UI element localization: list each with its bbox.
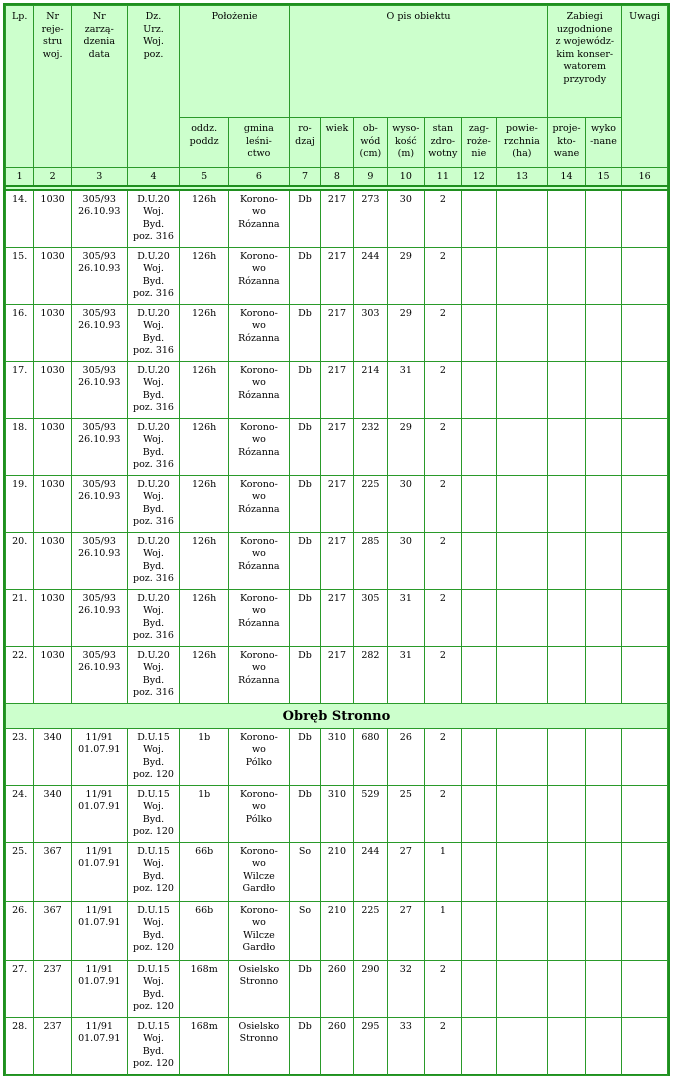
cell-wiek: 217 <box>321 475 353 532</box>
cell-nr-rejestru: 1030 <box>34 190 72 248</box>
column-number: 16 <box>622 168 668 186</box>
table-row <box>6 842 668 901</box>
cell-stan: 2 <box>424 304 462 361</box>
cell-nr-rejestru: 1030 <box>34 361 72 418</box>
cell-wykonane <box>585 960 621 1017</box>
header-uwagi: Uwagi <box>622 6 668 168</box>
cell-powierzchnia <box>496 190 548 248</box>
cell-rodzaj: Db <box>289 361 320 418</box>
cell-dz-urz: D.U.15 Woj. Byd. poz. 120 <box>127 1017 180 1075</box>
table-body-b <box>6 728 668 1075</box>
cell-stan: 2 <box>424 190 462 248</box>
cell-wysokosc: 30 <box>388 475 424 532</box>
cell-wiek: 217 <box>321 361 353 418</box>
cell-nr-rejestru: 1030 <box>34 532 72 589</box>
cell-projektowane <box>548 247 586 304</box>
cell-obwod: 529 <box>353 785 387 842</box>
table-row <box>6 418 668 475</box>
cell-wysokosc: 33 <box>388 1017 424 1075</box>
cell-rodzaj: Db <box>289 1017 320 1075</box>
cell-uwagi <box>622 190 668 248</box>
cell-nr-rejestru: 237 <box>34 1017 72 1075</box>
column-number: 1 <box>6 168 34 186</box>
cell-obwod: 273 <box>353 190 387 248</box>
cell-oddz: 126h <box>180 589 229 646</box>
column-number: 10 <box>388 168 424 186</box>
cell-nr-zarzadzenia: 305/93 26.10.93 <box>71 304 127 361</box>
cell-oddz: 1b <box>180 728 229 785</box>
cell-projektowane <box>548 728 586 785</box>
cell-stan: 2 <box>424 361 462 418</box>
cell-projektowane <box>548 418 586 475</box>
cell-nr-rejestru: 340 <box>34 728 72 785</box>
cell-rodzaj: Db <box>289 304 320 361</box>
cell-wysokosc: 31 <box>388 361 424 418</box>
cell-powierzchnia <box>496 304 548 361</box>
column-number: 14 <box>548 168 586 186</box>
cell-wysokosc: 29 <box>388 418 424 475</box>
cell-wiek: 217 <box>321 304 353 361</box>
cell-uwagi <box>622 1017 668 1075</box>
header-gmina: gmina leśni- ctwo <box>228 118 289 168</box>
cell-oddz: 126h <box>180 646 229 703</box>
cell-uwagi <box>622 304 668 361</box>
cell-wysokosc: 29 <box>388 247 424 304</box>
cell-wiek: 310 <box>321 785 353 842</box>
cell-stan: 2 <box>424 728 462 785</box>
cell-lp: 21. <box>6 589 34 646</box>
cell-uwagi <box>622 247 668 304</box>
column-number: 7 <box>289 168 320 186</box>
cell-lp: 26. <box>6 901 34 960</box>
table-row <box>6 646 668 703</box>
cell-nr-zarzadzenia: 11/91 01.07.91 <box>71 1017 127 1075</box>
header-nr-zarzadzenia: Nr zarzą- dzenia data <box>71 6 127 168</box>
cell-powierzchnia <box>496 901 548 960</box>
cell-stan: 2 <box>424 1017 462 1075</box>
header-wiek: wiek <box>321 118 353 168</box>
cell-dz-urz: D.U.15 Woj. Byd. poz. 120 <box>127 728 180 785</box>
cell-rodzaj: So <box>289 901 320 960</box>
section-row-group <box>6 703 668 728</box>
table-row <box>6 728 668 785</box>
cell-powierzchnia <box>496 532 548 589</box>
cell-gmina: Korono- wo Rózanna <box>228 304 289 361</box>
table-row <box>6 1017 668 1075</box>
table-row <box>6 589 668 646</box>
cell-nr-rejestru: 1030 <box>34 418 72 475</box>
cell-obwod: 225 <box>353 475 387 532</box>
cell-zagrozenie <box>462 247 496 304</box>
cell-projektowane <box>548 646 586 703</box>
cell-wykonane <box>585 532 621 589</box>
header-rodzaj: ro- dzaj <box>289 118 320 168</box>
column-number: 13 <box>496 168 548 186</box>
cell-nr-zarzadzenia: 305/93 26.10.93 <box>71 247 127 304</box>
cell-uwagi <box>622 532 668 589</box>
cell-nr-zarzadzenia: 11/91 01.07.91 <box>71 901 127 960</box>
cell-wysokosc: 27 <box>388 901 424 960</box>
cell-lp: 19. <box>6 475 34 532</box>
cell-wykonane <box>585 1017 621 1075</box>
cell-dz-urz: D.U.20 Woj. Byd. poz. 316 <box>127 589 180 646</box>
cell-wykonane <box>585 418 621 475</box>
cell-stan: 1 <box>424 901 462 960</box>
cell-nr-zarzadzenia: 305/93 26.10.93 <box>71 418 127 475</box>
column-number: 15 <box>585 168 621 186</box>
cell-projektowane <box>548 304 586 361</box>
cell-obwod: 214 <box>353 361 387 418</box>
cell-obwod: 305 <box>353 589 387 646</box>
cell-stan: 2 <box>424 247 462 304</box>
cell-gmina: Korono- wo Rózanna <box>228 418 289 475</box>
cell-wiek: 217 <box>321 418 353 475</box>
cell-projektowane <box>548 361 586 418</box>
table-body-a <box>6 190 668 704</box>
cell-zagrozenie <box>462 361 496 418</box>
cell-powierzchnia <box>496 589 548 646</box>
cell-obwod: 225 <box>353 901 387 960</box>
cell-oddz: 126h <box>180 247 229 304</box>
table-row <box>6 960 668 1017</box>
cell-rodzaj: Db <box>289 589 320 646</box>
cell-zagrozenie <box>462 960 496 1017</box>
cell-rodzaj: So <box>289 842 320 901</box>
cell-wiek: 217 <box>321 532 353 589</box>
cell-obwod: 232 <box>353 418 387 475</box>
cell-wysokosc: 29 <box>388 304 424 361</box>
cell-uwagi <box>622 901 668 960</box>
cell-projektowane <box>548 475 586 532</box>
header-wysokosc: wyso- kość (m) <box>388 118 424 168</box>
cell-lp: 14. <box>6 190 34 248</box>
cell-oddz: 126h <box>180 475 229 532</box>
cell-uwagi <box>622 475 668 532</box>
cell-projektowane <box>548 532 586 589</box>
cell-dz-urz: D.U.20 Woj. Byd. poz. 316 <box>127 361 180 418</box>
column-number: 5 <box>180 168 229 186</box>
cell-uwagi <box>622 361 668 418</box>
cell-wiek: 210 <box>321 901 353 960</box>
cell-dz-urz: D.U.15 Woj. Byd. poz. 120 <box>127 842 180 901</box>
cell-wiek: 260 <box>321 960 353 1017</box>
cell-powierzchnia <box>496 960 548 1017</box>
cell-obwod: 285 <box>353 532 387 589</box>
cell-nr-rejestru: 1030 <box>34 646 72 703</box>
section-title: Obręb Stronno <box>6 703 668 728</box>
column-number: 3 <box>71 168 127 186</box>
cell-wiek: 217 <box>321 247 353 304</box>
cell-rodzaj: Db <box>289 190 320 248</box>
cell-zagrozenie <box>462 589 496 646</box>
header-dz-urz: Dz. Urz. Woj. poz. <box>127 6 180 168</box>
cell-lp: 23. <box>6 728 34 785</box>
column-number: 2 <box>34 168 72 186</box>
cell-zagrozenie <box>462 1017 496 1075</box>
cell-nr-zarzadzenia: 11/91 01.07.91 <box>71 960 127 1017</box>
cell-wiek: 210 <box>321 842 353 901</box>
cell-oddz: 168m <box>180 960 229 1017</box>
cell-stan: 2 <box>424 532 462 589</box>
cell-powierzchnia <box>496 728 548 785</box>
cell-obwod: 303 <box>353 304 387 361</box>
cell-dz-urz: D.U.15 Woj. Byd. poz. 120 <box>127 901 180 960</box>
cell-nr-zarzadzenia: 11/91 01.07.91 <box>71 842 127 901</box>
cell-wiek: 217 <box>321 646 353 703</box>
table-row <box>6 361 668 418</box>
cell-obwod: 290 <box>353 960 387 1017</box>
table-row <box>6 190 668 248</box>
cell-dz-urz: D.U.20 Woj. Byd. poz. 316 <box>127 247 180 304</box>
cell-rodzaj: Db <box>289 646 320 703</box>
cell-rodzaj: Db <box>289 532 320 589</box>
cell-uwagi <box>622 418 668 475</box>
cell-lp: 20. <box>6 532 34 589</box>
cell-rodzaj: Db <box>289 728 320 785</box>
cell-projektowane <box>548 901 586 960</box>
cell-zagrozenie <box>462 785 496 842</box>
cell-nr-rejestru: 340 <box>34 785 72 842</box>
cell-wysokosc: 32 <box>388 960 424 1017</box>
cell-powierzchnia <box>496 842 548 901</box>
cell-nr-zarzadzenia: 305/93 26.10.93 <box>71 475 127 532</box>
cell-gmina: Osielsko Stronno <box>228 1017 289 1075</box>
cell-wykonane <box>585 728 621 785</box>
header-zabiegi: Zabiegi uzgodnione z wojewódz- kim konser- watorem przyrody <box>548 6 622 118</box>
cell-projektowane <box>548 1017 586 1075</box>
column-number: 8 <box>321 168 353 186</box>
cell-projektowane <box>548 785 586 842</box>
column-number: 12 <box>462 168 496 186</box>
cell-zagrozenie <box>462 418 496 475</box>
cell-nr-rejestru: 1030 <box>34 475 72 532</box>
cell-wysokosc: 31 <box>388 646 424 703</box>
cell-gmina: Korono- wo Rózanna <box>228 247 289 304</box>
header-nr-rejestru: Nr reje- stru woj. <box>34 6 72 168</box>
cell-gmina: Korono- wo Rózanna <box>228 190 289 248</box>
cell-zagrozenie <box>462 728 496 785</box>
table-row <box>6 475 668 532</box>
cell-obwod: 244 <box>353 842 387 901</box>
cell-oddz: 66b <box>180 842 229 901</box>
cell-wykonane <box>585 901 621 960</box>
cell-powierzchnia <box>496 785 548 842</box>
cell-uwagi <box>622 960 668 1017</box>
cell-dz-urz: D.U.15 Woj. Byd. poz. 120 <box>127 960 180 1017</box>
cell-zagrozenie <box>462 532 496 589</box>
cell-wykonane <box>585 785 621 842</box>
cell-nr-zarzadzenia: 11/91 01.07.91 <box>71 785 127 842</box>
cell-obwod: 244 <box>353 247 387 304</box>
cell-gmina: Korono- wo Rózanna <box>228 589 289 646</box>
cell-wysokosc: 30 <box>388 532 424 589</box>
cell-nr-rejestru: 1030 <box>34 304 72 361</box>
header-lp: Lp. <box>6 6 34 168</box>
cell-dz-urz: D.U.20 Woj. Byd. poz. 316 <box>127 304 180 361</box>
cell-zagrozenie <box>462 646 496 703</box>
cell-oddz: 126h <box>180 418 229 475</box>
cell-zagrozenie <box>462 901 496 960</box>
cell-powierzchnia <box>496 418 548 475</box>
cell-dz-urz: D.U.20 Woj. Byd. poz. 316 <box>127 475 180 532</box>
cell-stan: 2 <box>424 589 462 646</box>
monument-register-page <box>3 3 670 1076</box>
cell-nr-rejestru: 367 <box>34 842 72 901</box>
cell-nr-zarzadzenia: 11/91 01.07.91 <box>71 728 127 785</box>
cell-wykonane <box>585 475 621 532</box>
cell-powierzchnia <box>496 646 548 703</box>
cell-powierzchnia <box>496 475 548 532</box>
cell-nr-zarzadzenia: 305/93 26.10.93 <box>71 646 127 703</box>
cell-lp: 18. <box>6 418 34 475</box>
cell-wiek: 260 <box>321 1017 353 1075</box>
cell-stan: 1 <box>424 842 462 901</box>
cell-wykonane <box>585 247 621 304</box>
cell-wykonane <box>585 589 621 646</box>
cell-wysokosc: 31 <box>388 589 424 646</box>
cell-uwagi <box>622 646 668 703</box>
cell-obwod: 282 <box>353 646 387 703</box>
cell-nr-rejestru: 367 <box>34 901 72 960</box>
cell-wykonane <box>585 842 621 901</box>
cell-lp: 17. <box>6 361 34 418</box>
cell-gmina: Korono- wo Rózanna <box>228 532 289 589</box>
cell-obwod: 295 <box>353 1017 387 1075</box>
cell-rodzaj: Db <box>289 418 320 475</box>
cell-dz-urz: D.U.20 Woj. Byd. poz. 316 <box>127 190 180 248</box>
cell-lp: 27. <box>6 960 34 1017</box>
cell-lp: 28. <box>6 1017 34 1075</box>
cell-zagrozenie <box>462 190 496 248</box>
natural-monuments-table <box>5 5 668 1076</box>
cell-powierzchnia <box>496 247 548 304</box>
cell-lp: 15. <box>6 247 34 304</box>
cell-stan: 2 <box>424 418 462 475</box>
cell-nr-rejestru: 1030 <box>34 589 72 646</box>
table-row <box>6 901 668 960</box>
cell-nr-zarzadzenia: 305/93 26.10.93 <box>71 532 127 589</box>
header-projektowane: proje- kto- wane <box>548 118 586 168</box>
header-stan: stan zdro- wotny <box>424 118 462 168</box>
header-powierzchnia: powie- rzchnia (ha) <box>496 118 548 168</box>
header-wykonane: wyko -nane <box>585 118 621 168</box>
cell-wykonane <box>585 304 621 361</box>
cell-oddz: 168m <box>180 1017 229 1075</box>
cell-rodzaj: Db <box>289 247 320 304</box>
cell-projektowane <box>548 842 586 901</box>
cell-uwagi <box>622 785 668 842</box>
cell-wykonane <box>585 361 621 418</box>
cell-oddz: 1b <box>180 785 229 842</box>
cell-wiek: 217 <box>321 190 353 248</box>
cell-uwagi <box>622 842 668 901</box>
header-zagrozenie: zag- roże- nie <box>462 118 496 168</box>
header-opis-obiektu: O pis obiektu <box>289 6 547 118</box>
cell-nr-zarzadzenia: 305/93 26.10.93 <box>71 190 127 248</box>
cell-gmina: Korono- wo Wilcze Gardło <box>228 842 289 901</box>
cell-lp: 25. <box>6 842 34 901</box>
cell-projektowane <box>548 960 586 1017</box>
cell-wykonane <box>585 190 621 248</box>
column-number: 6 <box>228 168 289 186</box>
cell-dz-urz: D.U.20 Woj. Byd. poz. 316 <box>127 532 180 589</box>
cell-uwagi <box>622 728 668 785</box>
cell-gmina: Korono- wo Pólko <box>228 728 289 785</box>
table-header <box>6 6 668 190</box>
cell-lp: 24. <box>6 785 34 842</box>
column-number: 11 <box>424 168 462 186</box>
cell-gmina: Korono- wo Pólko <box>228 785 289 842</box>
cell-oddz: 126h <box>180 304 229 361</box>
cell-gmina: Korono- wo Rózanna <box>228 646 289 703</box>
cell-zagrozenie <box>462 475 496 532</box>
cell-oddz: 126h <box>180 190 229 248</box>
cell-projektowane <box>548 589 586 646</box>
cell-uwagi <box>622 589 668 646</box>
cell-obwod: 680 <box>353 728 387 785</box>
cell-oddz: 66b <box>180 901 229 960</box>
cell-lp: 16. <box>6 304 34 361</box>
cell-zagrozenie <box>462 304 496 361</box>
column-number: 9 <box>353 168 387 186</box>
cell-gmina: Korono- wo Rózanna <box>228 475 289 532</box>
cell-nr-zarzadzenia: 305/93 26.10.93 <box>71 589 127 646</box>
cell-dz-urz: D.U.15 Woj. Byd. poz. 120 <box>127 785 180 842</box>
cell-gmina: Korono- wo Wilcze Gardło <box>228 901 289 960</box>
header-polozenie: Położenie <box>180 6 289 118</box>
table-row <box>6 304 668 361</box>
cell-oddz: 126h <box>180 532 229 589</box>
cell-nr-rejestru: 237 <box>34 960 72 1017</box>
cell-wysokosc: 27 <box>388 842 424 901</box>
table-row <box>6 247 668 304</box>
cell-rodzaj: Db <box>289 475 320 532</box>
cell-nr-zarzadzenia: 305/93 26.10.93 <box>71 361 127 418</box>
cell-lp: 22. <box>6 646 34 703</box>
cell-wysokosc: 25 <box>388 785 424 842</box>
table-row <box>6 532 668 589</box>
header-oddz: oddz. poddz <box>180 118 229 168</box>
cell-rodzaj: Db <box>289 960 320 1017</box>
cell-wysokosc: 26 <box>388 728 424 785</box>
cell-stan: 2 <box>424 475 462 532</box>
cell-nr-rejestru: 1030 <box>34 247 72 304</box>
cell-powierzchnia <box>496 361 548 418</box>
column-number: 4 <box>127 168 180 186</box>
cell-wykonane <box>585 646 621 703</box>
cell-wysokosc: 30 <box>388 190 424 248</box>
cell-oddz: 126h <box>180 361 229 418</box>
cell-rodzaj: Db <box>289 785 320 842</box>
header-obwod: ob- wód (cm) <box>353 118 387 168</box>
cell-projektowane <box>548 190 586 248</box>
cell-zagrozenie <box>462 842 496 901</box>
cell-wiek: 217 <box>321 589 353 646</box>
cell-stan: 2 <box>424 785 462 842</box>
cell-gmina: Korono- wo Rózanna <box>228 361 289 418</box>
cell-wiek: 310 <box>321 728 353 785</box>
cell-dz-urz: D.U.20 Woj. Byd. poz. 316 <box>127 418 180 475</box>
cell-stan: 2 <box>424 646 462 703</box>
cell-powierzchnia <box>496 1017 548 1075</box>
table-row <box>6 785 668 842</box>
cell-dz-urz: D.U.20 Woj. Byd. poz. 316 <box>127 646 180 703</box>
column-number-row <box>6 168 668 186</box>
cell-stan: 2 <box>424 960 462 1017</box>
cell-gmina: Osielsko Stronno <box>228 960 289 1017</box>
